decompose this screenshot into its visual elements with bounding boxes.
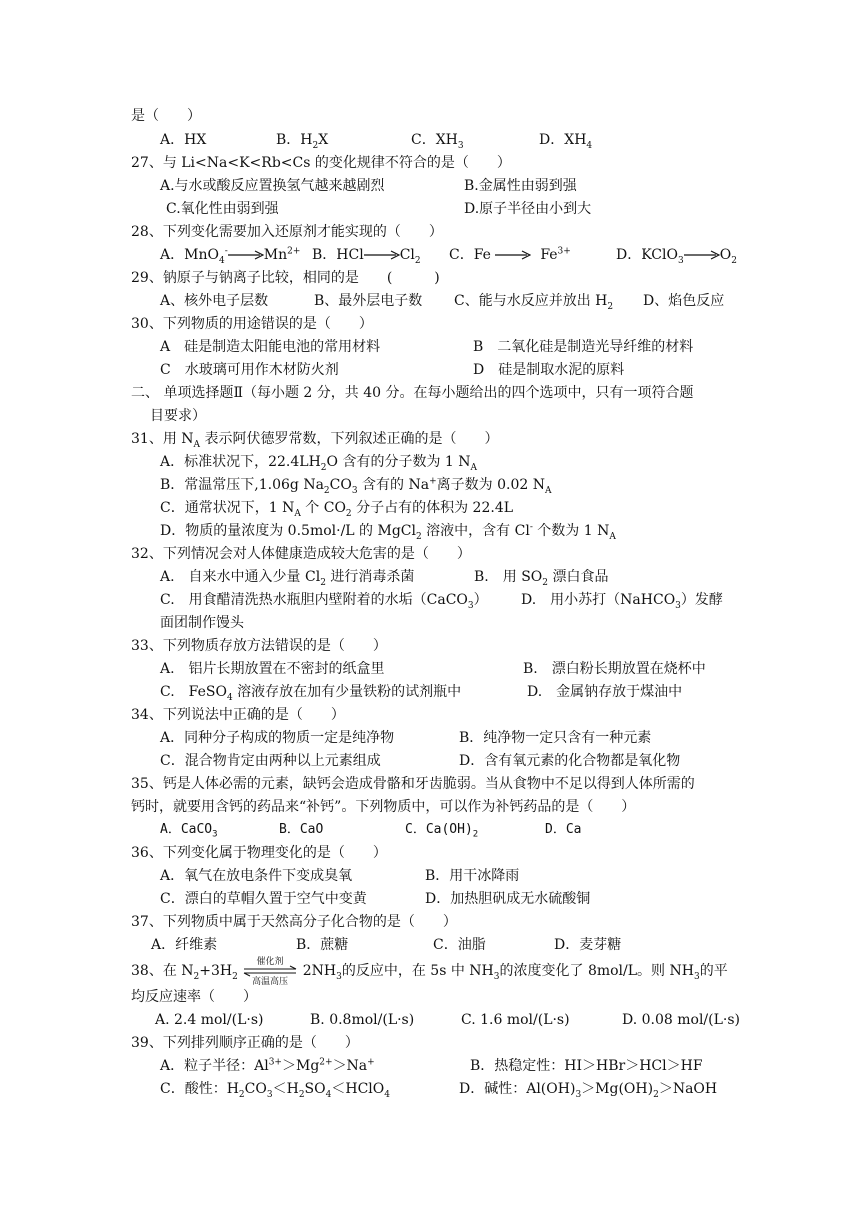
q29-option-a: A、核外电子层数 [160,293,269,309]
q32-option-d: D. 用小苏打（NaHCO$_3$）发酵 [521,592,723,611]
q31-option-a: A．标准状况下，$22.4LH_2O$ 含有的分子数为 1 $N_A$ [160,454,478,473]
q28-option-c: C．Fe $Fe^{3+}$ [449,246,571,263]
q38-option-b: B. 0.8mol/(L·s) [310,1012,415,1028]
q30-option-c: C 水玻璃可用作木材防火剂 [160,362,339,378]
q39-option-b: B．热稳定性：HI＞HBr＞HCl＞HF [470,1058,703,1074]
q39-option-a: A．粒子半径：$Al^{3+}>Mg^{2+}>Na^+$ [160,1057,375,1074]
svg-text:催化剂: 催化剂 [256,957,284,967]
q27-option-c: C.氧化性由弱到强 [166,201,279,217]
q33-option-c: C. FeSO$_4$ 溶液存放在加有少量铁粉的试剂瓶中 [160,684,462,703]
q36-option-d: D．加热胆矾成无水硫酸铜 [425,891,591,907]
q37-option-c: C．油脂 [433,937,486,953]
q35-stem: 35、钙是人体必需的元素，缺钙会造成骨骼和牙齿脆弱。当从食物中不足以得到人体所需的 [131,776,695,792]
q36-option-a: A．氧气在放电条件下变成臭氧 [160,868,353,884]
reaction-arrow-icon [228,250,264,260]
reaction-arrow-icon [495,250,531,260]
q35-option-c: C．$Ca(OH)_2$ [405,822,479,840]
section-heading: 二、 单项选择题Ⅱ（每小题 2 分，共 40 分。在每小题给出的四个选项中，只有一项符合题 [131,385,694,401]
q36-option-c: C．漂白的草帽久置于空气中变黄 [160,891,367,907]
q35-option-d: D．Ca [545,822,582,837]
q34-option-c: C．混合物肯定由两种以上元素组成 [160,753,381,769]
q34-option-a: A．同种分子构成的物质一定是纯净物 [160,730,395,746]
q28-option-b: B．HCl $Cl_2$ [312,247,421,266]
q33-option-a: A. 铝片长期放置在不密封的纸盒里 [160,661,385,677]
q30-stem: 30、下列物质的用途错误的是（ ） [131,316,373,332]
q31-stem: 31、用 $N_A$ 表示阿伏德罗常数，下列叙述正确的是（ ） [131,431,499,450]
section-heading-cont: 目要求） [150,408,206,424]
q28-option-d: D．KClO$_3$ $O_2$ [616,247,737,266]
q27-option-d: D.原子半径由小到大 [464,201,592,217]
q27-option-b: B.金属性由弱到强 [464,178,577,194]
q37-option-b: B．蔗糖 [296,937,349,953]
q39-option-c: C．酸性：$H_2CO_3<H_2SO_4<HClO_4$ [160,1081,390,1100]
equilibrium-arrow-icon [242,956,298,986]
q34-option-d: D．含有氧元素的化合物都是氧化物 [459,753,681,769]
q27-stem: 27、与 Li<Na<K<Rb<Cs 的变化规律不符合的是（ ） [131,155,511,171]
q32-option-b: B. 用 $SO_2$ 漂白食品 [474,569,609,588]
q29-option-d: D、焰色反应 [643,293,725,309]
q26-option-c: C．$XH_3$ [411,132,464,151]
reaction-arrow-icon [684,250,720,260]
q38-option-d: D. 0.08 mol/(L·s) [622,1012,741,1028]
q38-stem-cont: 均反应速率（ ） [131,989,257,1005]
q28-stem: 28、下列变化需要加入还原剂才能实现的（ ） [131,224,443,240]
q33-option-d: D. 金属钠存放于煤油中 [527,684,683,700]
q31-option-d: D．物质的量浓度为 0.5mol·/L 的 MgCl$_2$ 溶液中，含有 Cl- 个数为 1 $N_A$ [160,522,616,542]
q26-tail: 是（ ） [131,108,201,124]
q39-stem: 39、下列排列顺序正确的是（ ） [131,1035,359,1051]
reaction-arrow-icon [364,250,400,260]
q26-option-d: D．$XH_4$ [539,132,593,151]
q31-option-b: B．常温常压下,1.06g $Na_2CO_3$ 含有的 Na+离子数为 0.02 $N_A$ [160,476,552,496]
q32-option-d-cont: 面团制作馒头 [160,615,244,631]
q38-stem: 38、在 $N_2+3H_2$ 催化剂 高温高压 $2NH_3$的反应中，在 5s 中 $NH_3$的浓度变化了 8mol/L。则 $NH_3$的平 [131,957,728,986]
q30-option-a: A 硅是制造太阳能电池的常用材料 [160,339,381,355]
q27-option-a: A.与水或酸反应置换氢气越来越剧烈 [160,178,385,194]
q36-option-b: B．用干冰降雨 [425,868,520,884]
q30-option-b: B 二氧化硅是制造光导纤维的材料 [473,339,694,355]
q32-option-a: A. 自来水中通入少量 $Cl_2$ 进行消毒杀菌 [160,569,415,588]
q37-option-d: D．麦芽糖 [554,937,622,953]
q34-option-b: B．纯净物一定只含有一种元素 [459,730,652,746]
q37-stem: 37、下列物质中属于天然高分子化合物的是（ ） [131,914,457,930]
q35-option-b: B．CaO [279,822,324,837]
q34-stem: 34、下列说法中正确的是（ ） [131,707,345,723]
q32-stem: 32、下列情况会对人体健康造成较大危害的是（ ） [131,546,471,562]
q32-option-c: C. 用食醋清洗热水瓶胆内壁附着的水垢（CaCO$_3$） [160,592,488,611]
q39-option-d: D．碱性：$Al(OH)_3>Mg(OH)_2>NaOH$ [459,1081,718,1100]
q31-option-c: C．通常状况下，1 $N_A$ 个 $CO_2$ 分子占有的体积为 22.4L [160,500,514,519]
q29-option-b: B、最外层电子数 [314,293,423,309]
q36-stem: 36、下列变化属于物理变化的是（ ） [131,845,387,861]
q37-option-a: A．纤维素 [151,937,218,953]
q33-option-b: B. 漂白粉长期放置在烧杯中 [523,661,706,677]
q30-option-d: D 硅是制取水泥的原料 [473,362,625,378]
q28-option-a: A．MnO$_4$- $Mn^{2+}$ [160,246,301,266]
svg-text:高温高压: 高温高压 [252,977,289,986]
q29-stem: 29、钠原子与钠离子比较，相同的是 ( ) [131,270,440,286]
q38-option-c: C. 1.6 mol/(L·s) [461,1012,570,1028]
q33-stem: 33、下列物质存放方法错误的是（ ） [131,638,387,654]
q35-option-a: A．CaCO$_3$ [160,822,218,840]
q29-option-c: C、能与水反应并放出 $H_2$ [454,293,614,312]
q26-option-a: A．HX [160,132,207,148]
q38-option-a: A. 2.4 mol/(L·s) [155,1012,264,1028]
q26-option-b: B．$H_2X$ [276,132,329,151]
q35-stem-cont: 钙时，就要用含钙的药品来“补钙”。下列物质中，可以作为补钙药品的是（ ） [131,799,636,815]
